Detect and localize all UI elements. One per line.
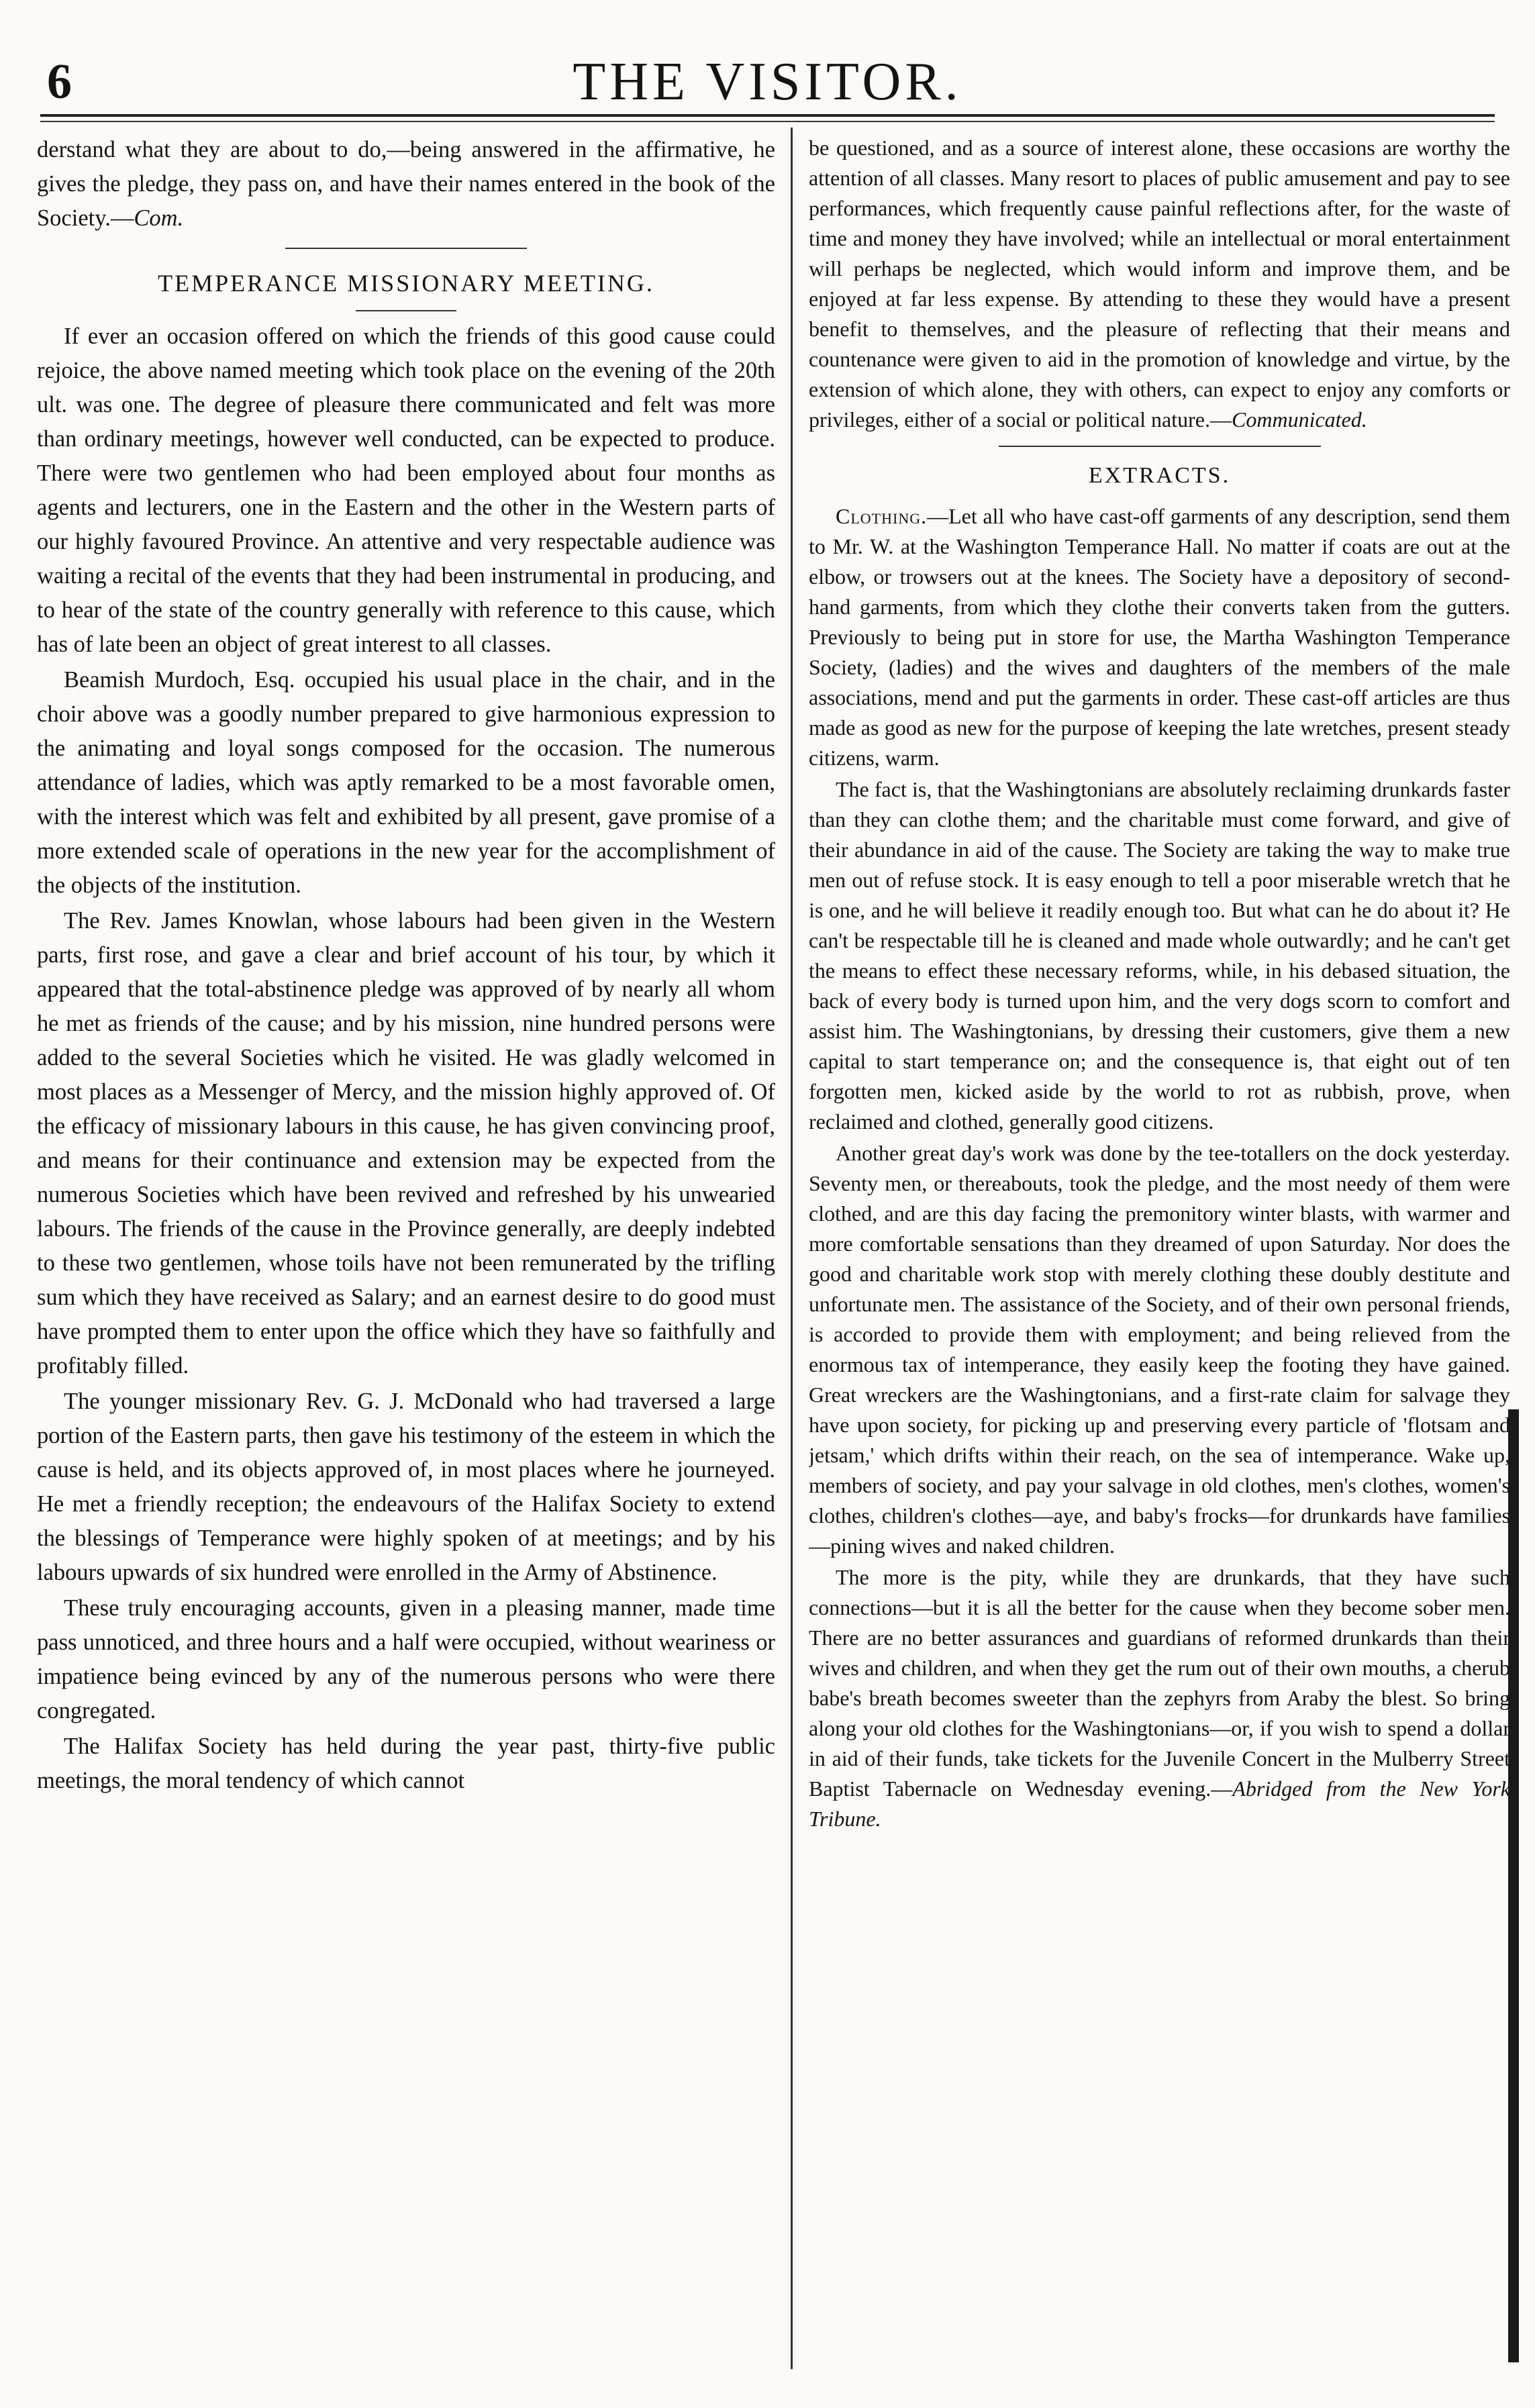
source-attribution: Abridged from the New York Tribune. — [809, 1776, 1510, 1831]
page-header — [40, 48, 1495, 122]
extract-paragraph: The more is the pity, while they are drunkards, that they have such connections—but it is all the better for the cause when they become sober men. There are no better assurances and guardians of reformed drunkards than their wives and children, and when they get the rum out of their own mouths, a cherub babe's breath becomes sweeter than the zephyrs from Araby the blest. So bring along your old clothes for the Washingtonians—or, if you wish to spend a dollar in aid of their funds, take tickets for the Juvenile Concert in the Mulberry Street Baptist Tabernacle on Wednesday evening.—Abridged from the New York Tribune. — [809, 1565, 1510, 1831]
continued-paragraph: be questioned, and as a source of interest alone, these occasions are worthy the attention of all classes. Many resort to places of public amusement and pay to see performances, which frequently cause painful reflections after, for the waste of time and money they have involved; while an intellectual or moral entertainment will perhaps be neglected, which would inform and improve them, and be enjoyed at far less expense. By attending to these they would have a present benefit to themselves, and the pleasure of reflecting that their means and countenance were given to aid in the promotion of knowledge and virtue, by the extension of which alone, they with others, can expect to enjoy any comforts or privileges, either of a social or political nature.—Communicated. — [809, 136, 1510, 432]
article-paragraph: The Halifax Society has held during the year past, thirty-five public meetings, the moral tendency of which cannot — [37, 1734, 775, 1793]
left-column — [37, 133, 775, 2368]
extract-paragraph: The fact is, that the Washingtonians are absolutely reclaiming drunkards faster than they can clothe them; and the charitable must come forward, and give of their abundance in aid of the cause. The Society are taking the way to make true men out of refuse stock. It is easy enough to tell a poor miserable wretch that he is one, and he will believe it readily enough too. But what can he do about it? He can't be respectable till he is cleaned and made whole outwardly; and he can't get the means to effect these necessary reforms, while, in his debased situation, the back of every body is turned upon him, and the very dogs scorn to comfort and assist him. The Washingtonians, by dressing their customers, give them a new capital to start temperance on; and the consequence is, that eight out of ten forgotten men, kicked aside by the world to rot as rubbish, prove, when reclaimed and clothed, generally good citizens. — [809, 777, 1510, 1134]
page-number: 6 — [47, 54, 72, 109]
extract-paragraph: Clothing.—Let all who have cast-off garments of any description, send them to Mr. W. at the Washington Temperance Hall. No matter if coats are out at the elbow, or trowsers out at the knees. The Society have a depository of second-hand garments, from which they clothe their converts taken from the gutters. Previously to being put in store for use, the Martha Washington Temperance Society, (ladies) and the wives and daughters of the members of the male associations, mend and put the garments in order. These cast-off articles are thus made as good as new for the purpose of keeping the late wretches, present steady citizens, warm. — [809, 504, 1510, 770]
article-paragraph: The Rev. James Knowlan, whose labours had been given in the Western parts, first rose, and gave a clear and brief account of his tour, by which it appeared that the total-abstinence pledge was approved of by nearly all whom he met as friends of the cause; and by his mission, nine hundred persons were added to the several Societies which he visited. He was gladly welcomed in most places as a Messenger of Mercy, and the mission highly approved of. Of the efficacy of missionary labours in this cause, he has given convincing proof, and means for their continuance and extension may be expected from the numerous Societies which have been revived and refreshed by his unwearied labours. The friends of the cause in the Province generally, are deeply indebted to these two gentlemen, whose toils have not been remunerated by the trifling sum which they have received as Salary; and an earnest desire to do good must have prompted them to enter upon the office which they have so faithfully and profitably filled. — [37, 908, 775, 1378]
lead-word: Clothing. — [836, 504, 928, 528]
header-rule-thin — [40, 121, 1495, 122]
article-paragraph: These truly encouraging accounts, given in a pleasing manner, made time pass unnoticed, and three hours and a half were occupied, without weariness or impatience being evinced by any of the numerous persons who were there congregated. — [37, 1595, 775, 1723]
signature: Communicated. — [1232, 407, 1367, 432]
right-column — [809, 133, 1510, 2368]
masthead-title: THE VISITOR. — [573, 52, 962, 111]
continued-paragraph: derstand what they are about to do,—being answered in the affirmative, he gives the pledge, they pass on, and have their names entered in the book of the Society.—Com. — [37, 137, 775, 231]
header-rule — [40, 114, 1495, 117]
article-heading: TEMPERANCE MISSIONARY MEETING. — [158, 270, 654, 297]
extracts-heading: EXTRACTS. — [1088, 463, 1231, 488]
heading-underline — [356, 310, 456, 311]
signature: Com. — [134, 205, 184, 231]
section-divider — [285, 248, 527, 249]
article-paragraph: The younger missionary Rev. G. J. McDonald who had traversed a large portion of the Eastern parts, then gave his testimony of the esteem in which the cause is held, and its objects approved of, in most places where he journeyed. He met a friendly reception; the endeavours of the Halifax Society to extend the blessings of Temperance were highly spoken of at meetings; and by his labours upwards of six hundred were enrolled in the Army of Abstinence. — [37, 1389, 775, 1585]
article-paragraph: If ever an occasion offered on which the friends of this good cause could rejoice, the above named meeting which took place on the evening of the 20th ult. was one. The degree of pleasure there communicated and felt was more than ordinary meetings, however well conducted, can be expected to produce. There were two gentlemen who had been employed about four months as agents and lecturers, one in the Eastern and the other in the Western parts of our highly favoured Province. An attentive and very respectable audience was waiting a recital of the events that they had been instrumental in producing, and to hear of the state of the country generally with reference to this cause, which has of late been an object of great interest to all classes. — [37, 323, 775, 657]
column-divider — [791, 128, 793, 2369]
article-paragraph: Beamish Murdoch, Esq. occupied his usual place in the chair, and in the choir above was a goodly number prepared to give harmonious expression to the animating and loyal songs composed for the occasion. The numerous attendance of ladies, which was aptly remarked to be a most favorable omen, with the interest which was felt and exhibited by all present, gave promise of a more extended scale of operations in the new year for the accomplishment of the objects of the institution. — [37, 667, 775, 898]
section-divider — [999, 446, 1321, 447]
extract-paragraph: Another great day's work was done by the tee-totallers on the dock yesterday. Seventy men, or thereabouts, took the pledge, and the most needy of them were clothed, and are this day facing the premonitory winter blasts, with warmer and more comfortable sensations than they dreamed of upon Saturday. Nor does the good and charitable work stop with merely clothing these doubly destitute and unfortunate men. The assistance of the Society, and of their own personal friends, is accorded to provide them with employment; and being relieved from the enormous tax of intemperance, they easily keep the footing they have gained. Great wreckers are the Washingtonians, and a first-rate claim for salvage they have upon society, for picking up and preserving every particle of 'flotsam and jetsam,' which drifts within their reach, on the sea of intemperance. Wake up, members of society, and pay your salvage in old clothes, men's clothes, women's clothes, children's clothes—aye, and baby's frocks—for drunkards have families—pining wives and naked children. — [809, 1141, 1510, 1558]
